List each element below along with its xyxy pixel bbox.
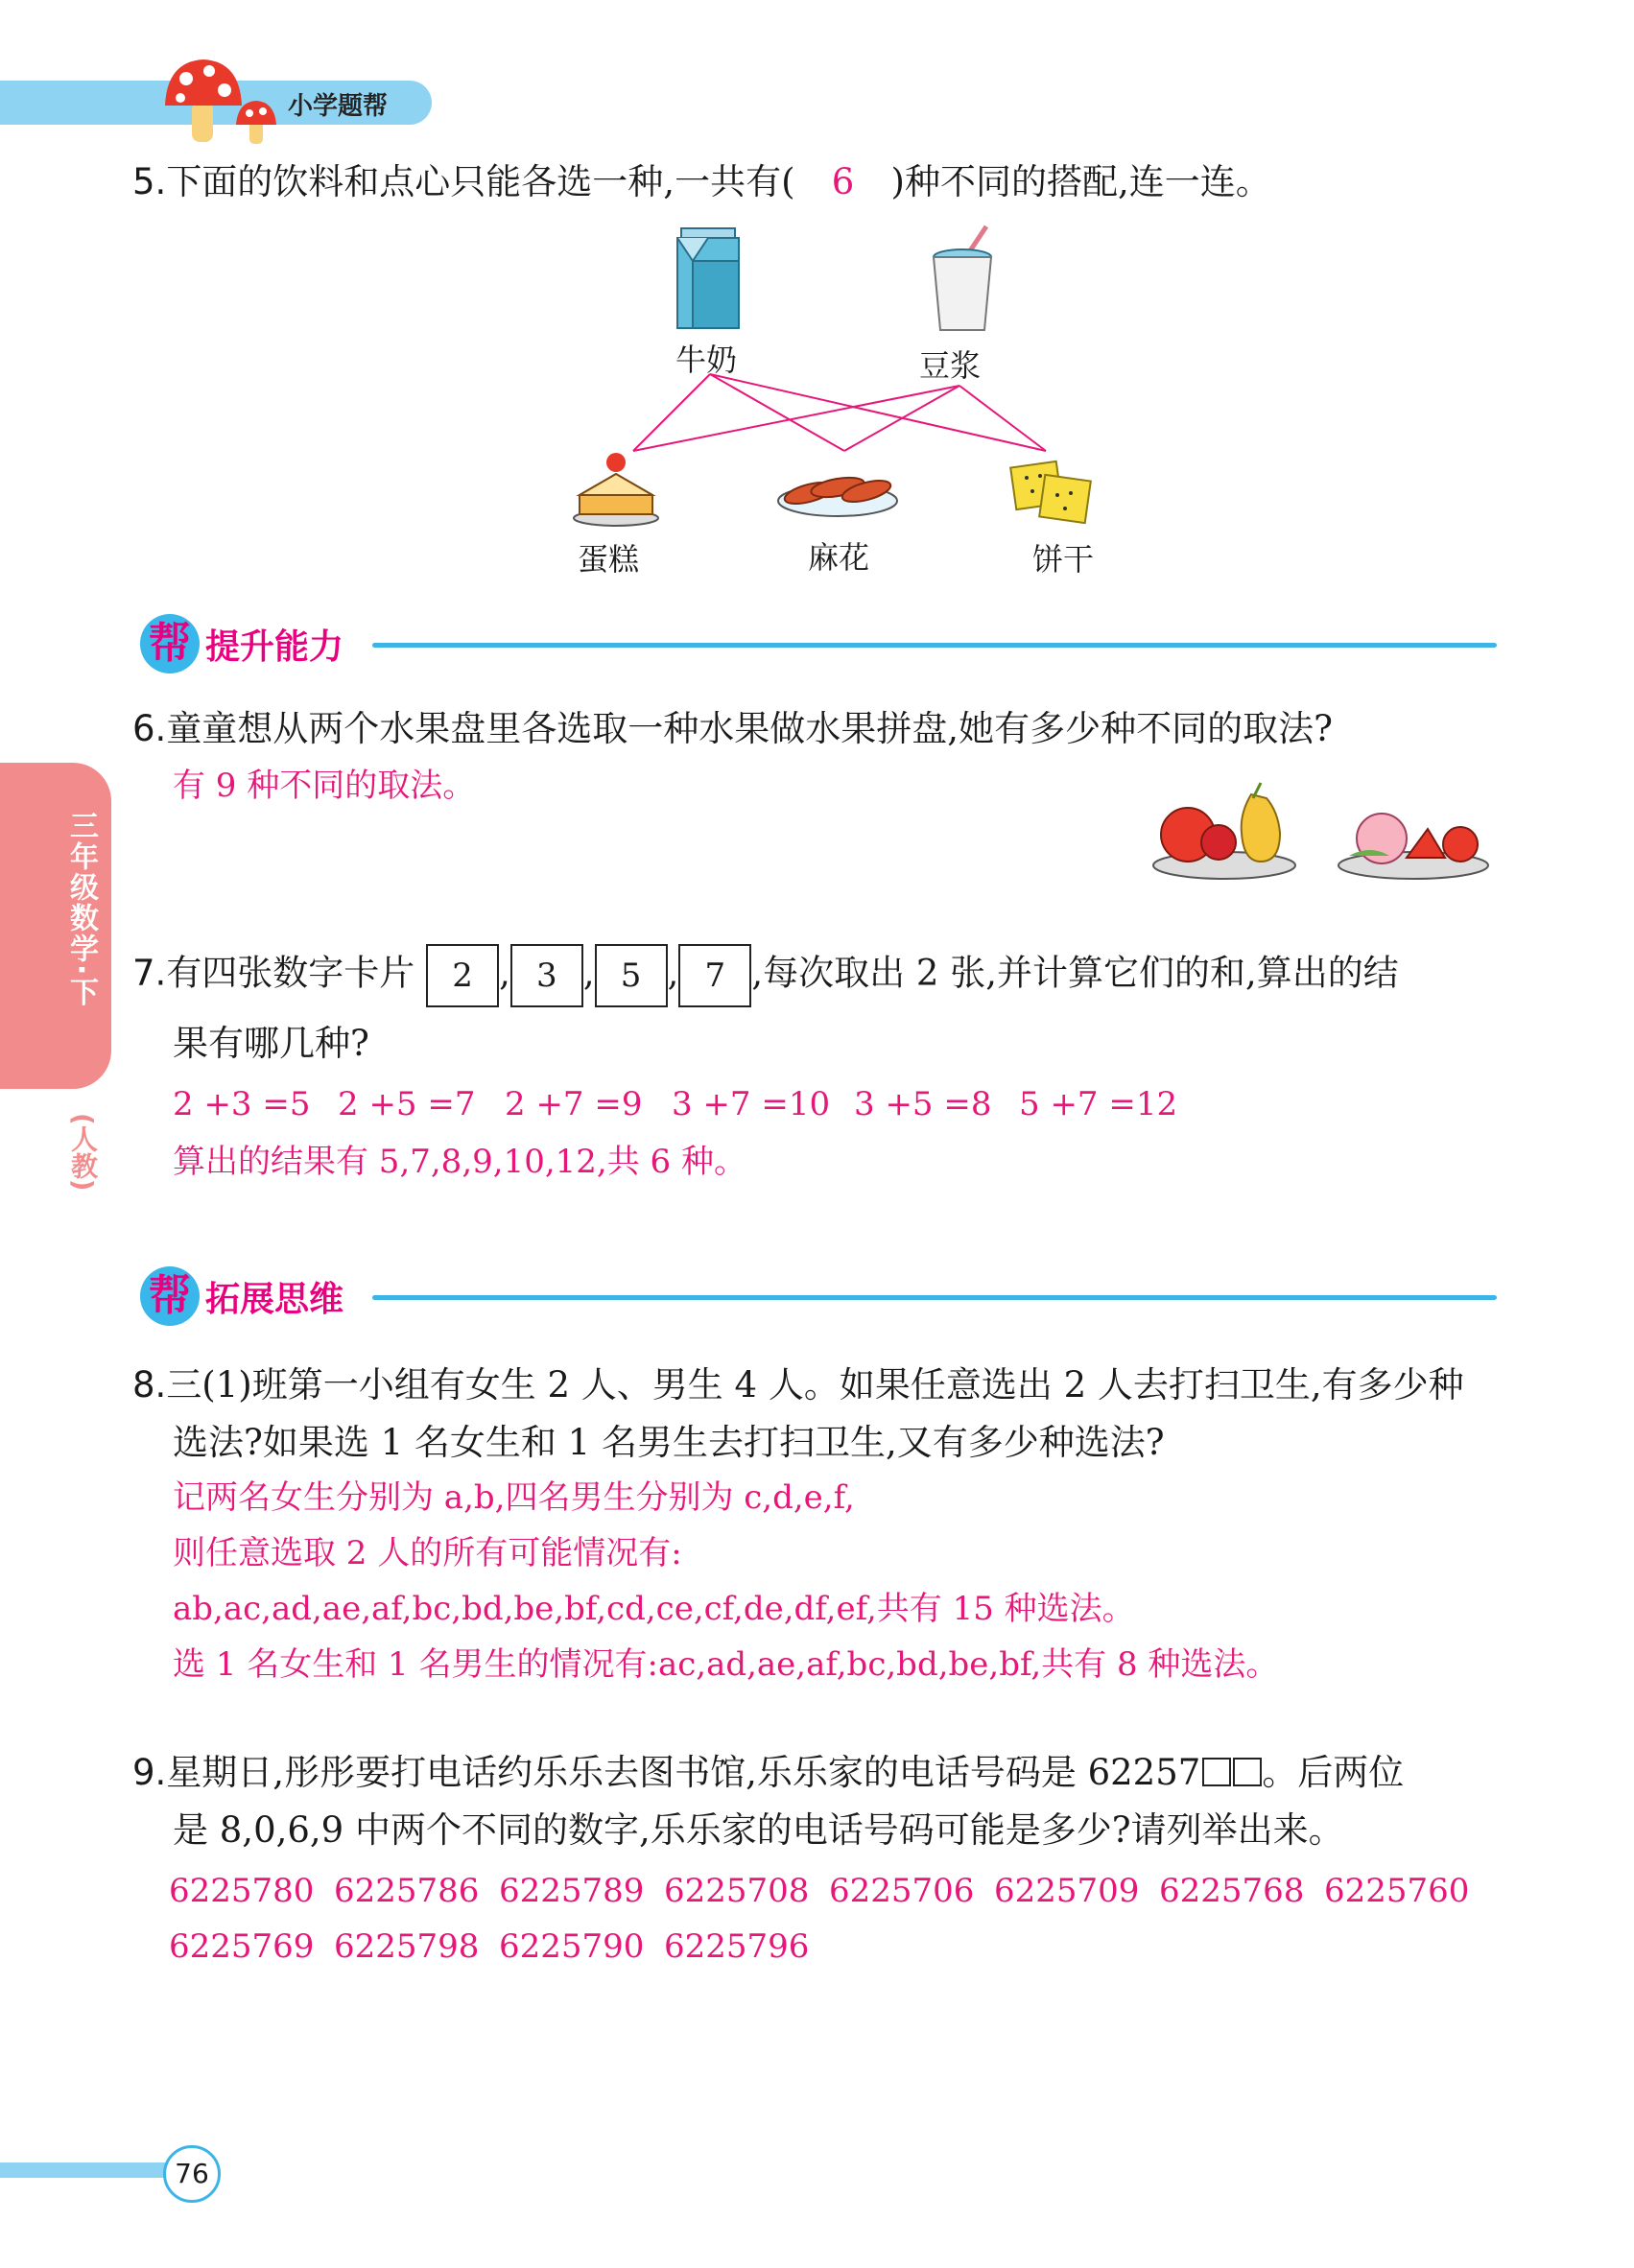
drink-label-milk: 牛奶 [675,342,738,378]
q7-sum-5: 3 +5 =8 [854,1085,992,1123]
digit-card-3: 3 [510,944,583,1007]
q7-sum-1: 2 +3 =5 [173,1085,311,1123]
q9-number: 9. [132,1752,167,1793]
phone-number: 6225798 [334,1927,480,1966]
q6-answer: 有 9 种不同的取法。 [173,767,476,805]
mahua-icon [775,459,900,520]
blank-digit-box [1233,1758,1262,1786]
cake-icon [570,447,662,528]
header-brand: 小学题帮 [288,92,389,121]
phone-number: 6225706 [829,1872,975,1910]
q7-line2: 果有哪几种? [173,1023,369,1064]
q8-number: 8. [132,1364,167,1406]
section-title-improve: 提升能力 [205,627,344,667]
digit-card-7: 7 [678,944,751,1007]
page-number: 76 [163,2145,221,2203]
soy-milk-cup-icon [919,223,1006,338]
phone-number: 6225769 [169,1927,315,1966]
q9-text-1: 星期日,彤彤要打电话约乐乐去图书馆,乐乐家的电话号码是 62257 [166,1752,1201,1793]
digit-card-2: 2 [426,944,499,1007]
phone-number: 6225780 [169,1872,315,1910]
snack-label-biscuit: 饼干 [1032,541,1095,578]
q9-line2: 是 8,0,6,9 中两个不同的数字,乐乐家的电话号码可能是多少?请列举出来。 [173,1809,1344,1851]
q8-text-1: 三(1)班第一小组有女生 2 人、男生 4 人。如果任意选出 2 人去打扫卫生,有多少种 [166,1364,1464,1406]
q8-line1 [132,1364,1464,1406]
q7-answer-row [173,1084,1177,1124]
q8-answer-4: 选 1 名女生和 1 名男生的情况有:ac,ad,ae,af,bc,bd,be,bf,共有 8 种选法。 [173,1645,1279,1684]
q7-line1: 7.有四张数字卡片 2 , 3 , 5 , 7 ,每次取出 2 张,并计算它们的和,算出的结 [132,944,1399,1007]
phone-number: 6225709 [994,1872,1140,1910]
q5-text [132,161,1271,203]
biscuit-icon [1007,455,1094,532]
section-title-expand: 拓展思维 [205,1280,344,1319]
q8-answer-1: 记两名女生分别为 a,b,四名男生分别为 c,d,e,f, [173,1478,855,1517]
phone-number: 6225760 [1324,1872,1470,1910]
q6-number: 6. [132,708,167,749]
drink-label-soymilk: 豆浆 [919,347,982,384]
q5-number: 5. [132,161,167,202]
q5-text-after: )种不同的搭配,连一连。 [890,161,1271,202]
q9-line1 [132,1752,1404,1794]
q7-sum-3: 2 +7 =9 [505,1085,643,1123]
q7-text-after: ,每次取出 2 张,并计算它们的和,算出的结 [751,952,1399,994]
phone-number: 6225786 [334,1872,480,1910]
phone-number: 6225796 [664,1927,810,1966]
section-line-improve [372,643,1497,648]
q9-numbers-row2 [169,1926,809,1967]
phone-number: 6225790 [499,1927,645,1966]
q8-answer-3: ab,ac,ad,ae,af,bc,bd,be,bf,cd,ce,cf,de,df,ef,共有 15 种选法。 [173,1590,1135,1628]
q7-sum-6: 5 +7 =12 [1019,1085,1178,1123]
q8-answer-2: 则任意选取 2 人的所有可能情况有: [173,1534,682,1572]
q5-text-before: 下面的饮料和点心只能各选一种,一共有( [166,161,795,202]
phone-number: 6225768 [1159,1872,1305,1910]
section-badge-improve: 帮 [140,614,200,673]
footer-band [0,2162,182,2178]
q9-text-1-end: 。后两位 [1262,1752,1405,1793]
side-tab-edition: (人教) [67,1113,99,1192]
q9-numbers-row1 [169,1871,1469,1911]
blank-digit-box [1202,1758,1231,1786]
mushroom-logo [161,54,286,150]
snack-label-mahua: 麻花 [808,539,870,576]
digit-card-5: 5 [595,944,668,1007]
snack-label-cake: 蛋糕 [578,541,640,578]
side-tab-title: 三年级数学·下 [64,811,98,1008]
milk-carton-icon [670,223,746,338]
q7-number: 7. [132,952,167,994]
phone-number: 6225789 [499,1872,645,1910]
q7-sum-2: 2 +5 =7 [338,1085,476,1123]
q8-line2: 选法?如果选 1 名女生和 1 名男生去打扫卫生,又有多少种选法? [173,1422,1165,1463]
section-line-expand [372,1295,1497,1300]
q7-conclusion: 算出的结果有 5,7,8,9,10,12,共 6 种。 [173,1143,746,1181]
phone-number: 6225708 [664,1872,810,1910]
fruit-plate-1-icon [1148,775,1301,881]
q5-answer: 6 [831,161,855,202]
section-badge-expand: 帮 [140,1266,200,1326]
q6-question: 童童想从两个水果盘里各选取一种水果做水果拼盘,她有多少种不同的取法? [166,708,1333,749]
q6-text [132,708,1333,750]
q7-text-before: 有四张数字卡片 [166,952,415,994]
fruit-plate-2-icon [1332,775,1495,881]
q7-sum-4: 3 +7 =10 [672,1085,831,1123]
